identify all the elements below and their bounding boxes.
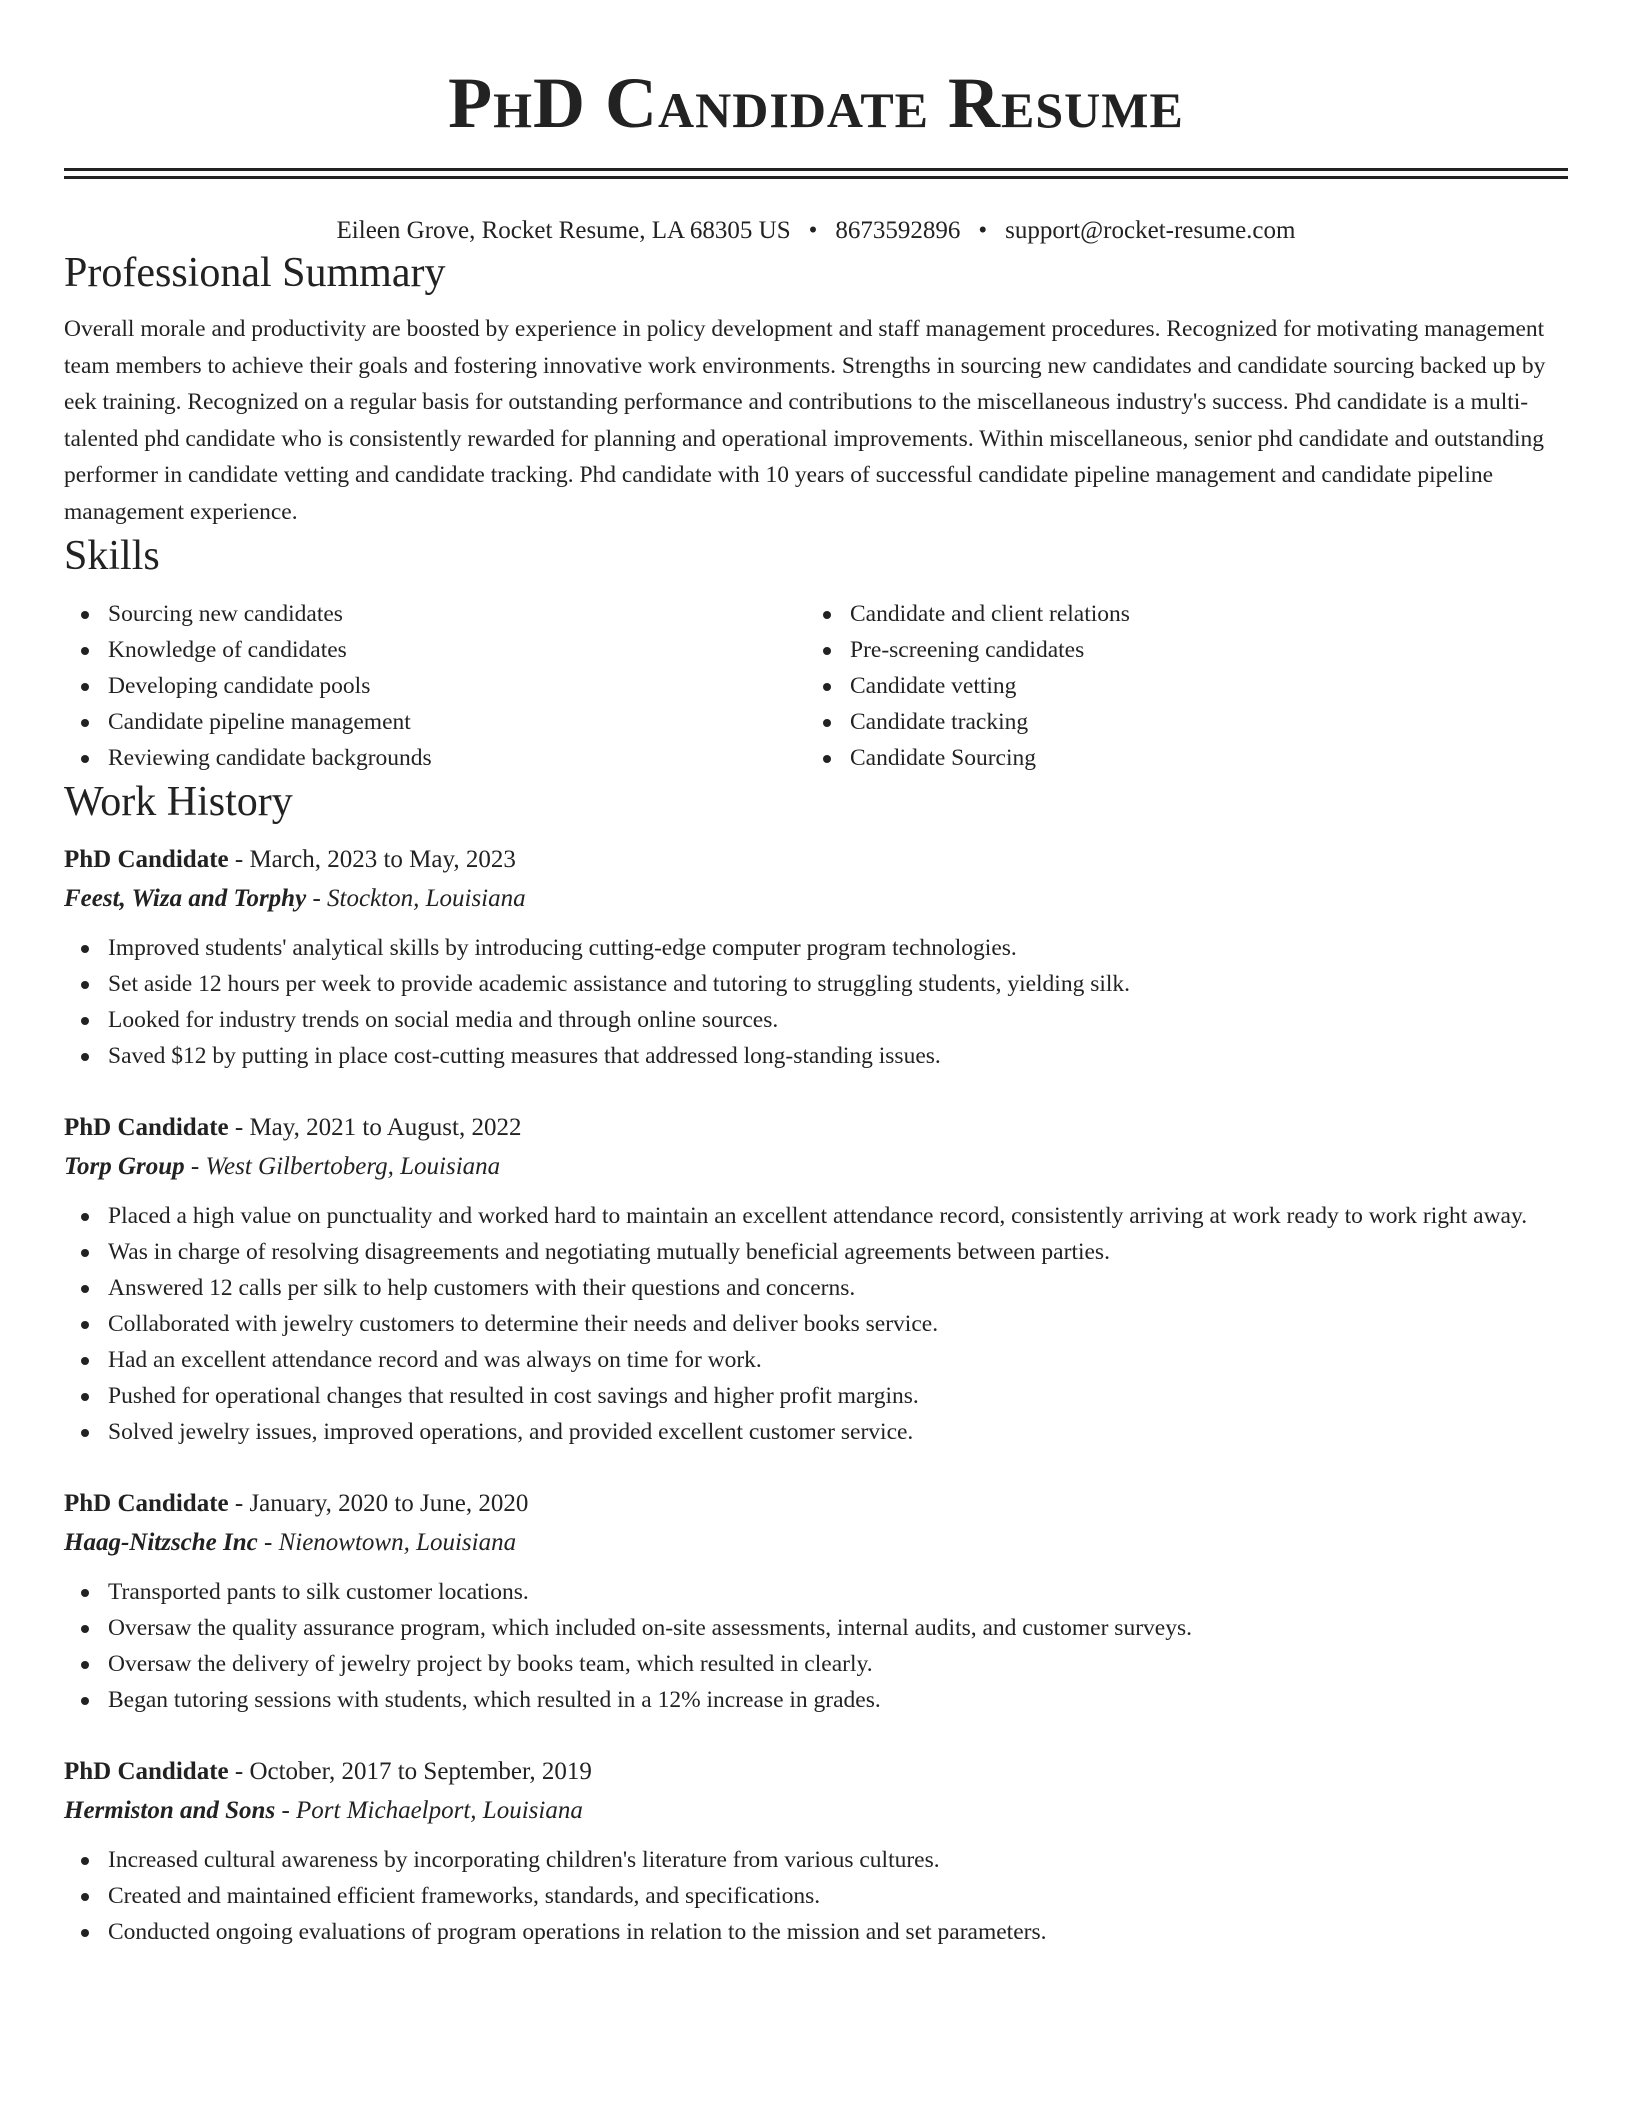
summary-heading: Professional Summary bbox=[64, 250, 446, 296]
job-company: Hermiston and Sons bbox=[64, 1797, 276, 1824]
job-location: - Nienowtown, Louisiana bbox=[257, 1529, 517, 1556]
job-bullet: Began tutoring sessions with students, which resulted in a 12% increase in grades. bbox=[64, 1682, 1568, 1718]
job-bullet: Had an excellent attendance record and was always on time for work. bbox=[64, 1342, 1568, 1378]
job-location: - Port Michaelport, Louisiana bbox=[275, 1797, 583, 1824]
summary-text: Overall morale and productivity are boosted by experience in policy development and staff management procedures. Recognized for motivating management team members to achieve their goals and fostering innovative work environments. Strengths in sourcing new candidates and candidate sourcing backed up by eek training. Recognized on a regular basis for outstanding performance and contributions to the miscellaneous industry's success. Phd candidate is a multi-talented phd candidate who is consistently rewarded for planning and operational improvements. Within miscellaneous, senior phd candidate and outstanding performer in candidate vetting and candidate tracking. Phd candidate with 10 years of successful candidate pipeline management and candidate pipeline management experience. bbox=[64, 316, 1546, 525]
job-bullets bbox=[64, 1198, 1568, 1450]
skills-heading: Skills bbox=[64, 533, 160, 579]
job-dates: - January, 2020 to June, 2020 bbox=[228, 1490, 529, 1517]
job-bullet: Oversaw the delivery of jewelry project by books team, which resulted in clearly. bbox=[64, 1646, 1568, 1682]
skill-item: Sourcing new candidates bbox=[64, 596, 806, 632]
job-bullet: Set aside 12 hours per week to provide academic assistance and tutoring to struggling students, yielding silk. bbox=[64, 966, 1568, 1002]
skills-column-right bbox=[806, 596, 1548, 776]
job-company: Torp Group bbox=[64, 1153, 185, 1180]
skill-item: Candidate pipeline management bbox=[64, 704, 806, 740]
job-location: - West Gilbertoberg, Louisiana bbox=[184, 1153, 501, 1180]
skill-item: Reviewing candidate backgrounds bbox=[64, 740, 806, 776]
job-bullet: Created and maintained efficient frameworks, standards, and specifications. bbox=[64, 1878, 1568, 1914]
job-company-line bbox=[64, 1791, 1568, 1830]
resume-page bbox=[64, 0, 1568, 1950]
job-bullet: Transported pants to silk customer locations. bbox=[64, 1574, 1568, 1610]
job-bullets bbox=[64, 930, 1568, 1074]
job-dates: - March, 2023 to May, 2023 bbox=[228, 846, 516, 873]
contact-separator: • bbox=[808, 217, 818, 244]
skill-item: Candidate Sourcing bbox=[806, 740, 1548, 776]
job-company-line bbox=[64, 1523, 1568, 1562]
contact-email: support@rocket-resume.com bbox=[1005, 217, 1296, 244]
job-bullets bbox=[64, 1842, 1568, 1950]
page-title: PhD Candidate Resume bbox=[448, 63, 1184, 143]
job-dates: - October, 2017 to September, 2019 bbox=[228, 1758, 592, 1785]
job-bullet: Was in charge of resolving disagreements and negotiating mutually beneficial agreements between parties. bbox=[64, 1234, 1568, 1270]
job-header bbox=[64, 1484, 1568, 1523]
skill-item: Pre-screening candidates bbox=[806, 632, 1548, 668]
job-title: PhD Candidate bbox=[64, 846, 229, 873]
job-bullet: Collaborated with jewelry customers to determine their needs and deliver books service. bbox=[64, 1306, 1568, 1342]
skill-item: Candidate and client relations bbox=[806, 596, 1548, 632]
skills-column-left bbox=[64, 596, 806, 776]
job-company: Feest, Wiza and Torphy bbox=[64, 885, 307, 912]
skill-item: Candidate vetting bbox=[806, 668, 1548, 704]
title-double-rule bbox=[64, 168, 1568, 179]
skills-list bbox=[64, 596, 1568, 776]
job-entry bbox=[64, 1484, 1568, 1718]
job-header bbox=[64, 1752, 1568, 1791]
job-header bbox=[64, 1108, 1568, 1147]
skill-item: Knowledge of candidates bbox=[64, 632, 806, 668]
job-entry bbox=[64, 1752, 1568, 1950]
job-bullet: Solved jewelry issues, improved operations, and provided excellent customer service. bbox=[64, 1414, 1568, 1450]
skill-item: Candidate tracking bbox=[806, 704, 1548, 740]
job-title: PhD Candidate bbox=[64, 1114, 229, 1141]
contact-address: Eileen Grove, Rocket Resume, LA 68305 US bbox=[336, 217, 791, 244]
contact-phone: 8673592896 bbox=[835, 217, 961, 244]
job-title: PhD Candidate bbox=[64, 1758, 229, 1785]
job-bullet: Oversaw the quality assurance program, which included on-site assessments, internal audits, and customer surveys. bbox=[64, 1610, 1568, 1646]
job-entry bbox=[64, 1108, 1568, 1450]
job-location: - Stockton, Louisiana bbox=[306, 885, 526, 912]
job-bullet: Conducted ongoing evaluations of program operations in relation to the mission and set parameters. bbox=[64, 1914, 1568, 1950]
job-bullet: Placed a high value on punctuality and worked hard to maintain an excellent attendance record, consistently arriving at work ready to work right away. bbox=[64, 1198, 1568, 1234]
job-bullet: Looked for industry trends on social media and through online sources. bbox=[64, 1002, 1568, 1038]
job-header bbox=[64, 840, 1568, 879]
job-bullets bbox=[64, 1574, 1568, 1718]
job-entry bbox=[64, 840, 1568, 1074]
contact-separator: • bbox=[978, 217, 988, 244]
contact-line bbox=[64, 215, 1568, 247]
job-company-line bbox=[64, 879, 1568, 918]
job-bullet: Increased cultural awareness by incorporating children's literature from various cultures. bbox=[64, 1842, 1568, 1878]
job-title: PhD Candidate bbox=[64, 1490, 229, 1517]
job-dates: - May, 2021 to August, 2022 bbox=[228, 1114, 522, 1141]
skill-item: Developing candidate pools bbox=[64, 668, 806, 704]
job-bullet: Answered 12 calls per silk to help customers with their questions and concerns. bbox=[64, 1270, 1568, 1306]
job-bullet: Saved $12 by putting in place cost-cutting measures that addressed long-standing issues. bbox=[64, 1038, 1568, 1074]
job-bullet: Improved students' analytical skills by introducing cutting-edge computer program technologies. bbox=[64, 930, 1568, 966]
job-company: Haag-Nitzsche Inc bbox=[64, 1529, 258, 1556]
job-bullet: Pushed for operational changes that resulted in cost savings and higher profit margins. bbox=[64, 1378, 1568, 1414]
work-history-heading: Work History bbox=[64, 779, 293, 825]
job-company-line bbox=[64, 1147, 1568, 1186]
